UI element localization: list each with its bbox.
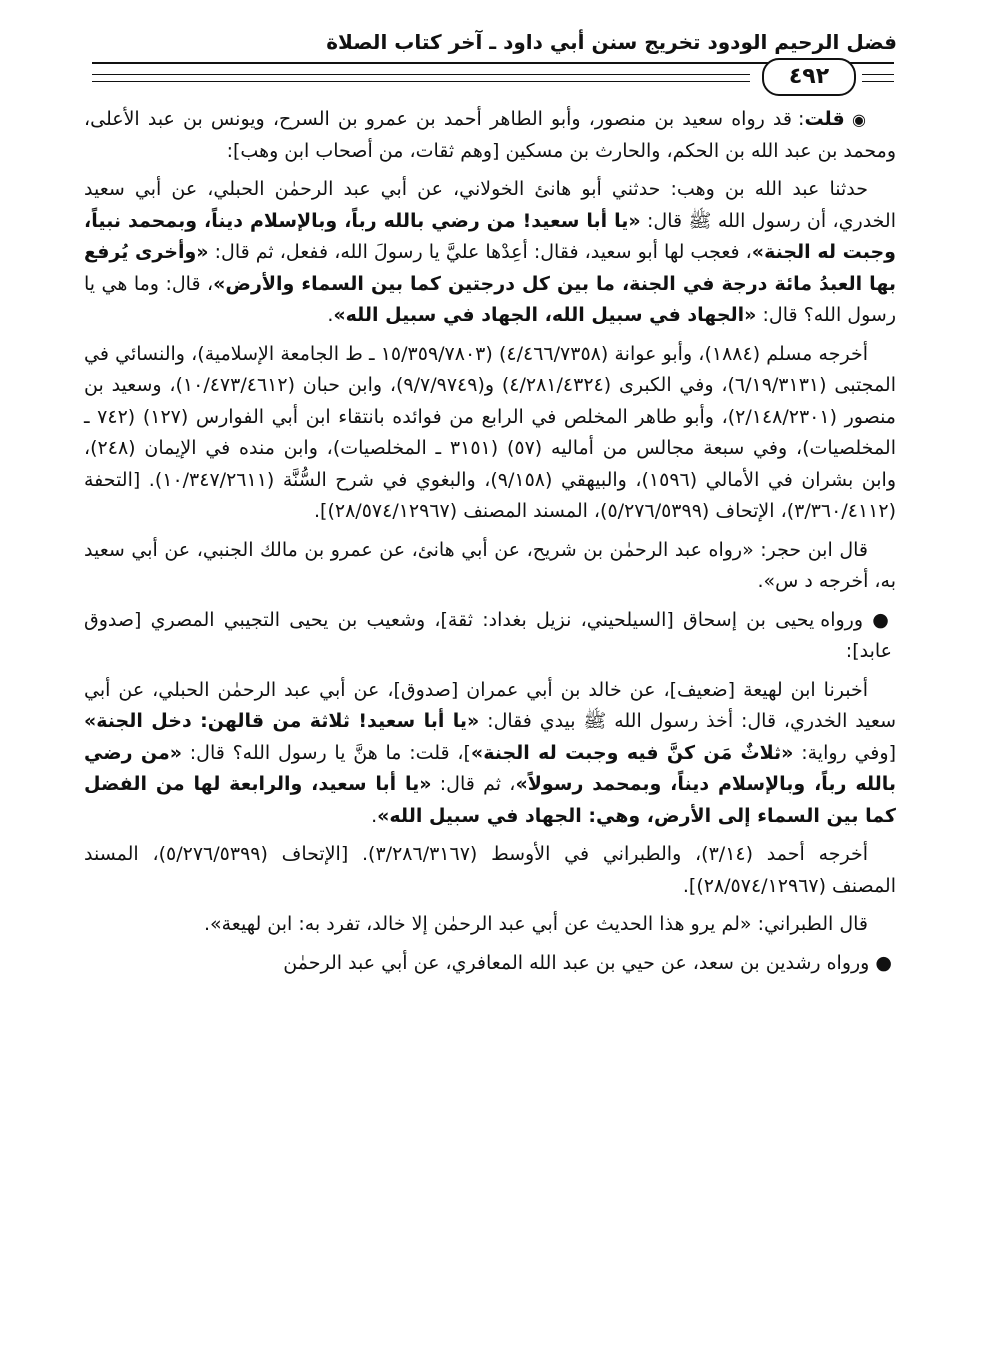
paragraph-5 bbox=[84, 605, 896, 668]
paragraph-7-takhrij: أخرجه أحمد (٣/١٤)، والطبراني في الأوسط (٣/٢٨٦/٣١٦٧). [الإتحاف (٥/٢٧٦/٥٣٩٩)، المسند المصنف (٢٨/٥٧٤/١٢٩٦٧)]. bbox=[84, 843, 896, 897]
paragraph-6-text-1: أخبرنا ابن لهيعة [ضعيف]، عن خالد بن أبي عمران [صدوق]، عن أبي عبد الرحمٰن الحبلي، عن أبي سعيد الخدري، قال: أخذ رسول الله ﷺ بيدي فقال: bbox=[84, 678, 896, 732]
paragraph-1-lead: قلت bbox=[804, 108, 845, 130]
paragraph-2-quote-3: «الجهاد في سبيل الله، الجهاد في سبيل الله» bbox=[333, 304, 757, 326]
paragraph-1-text: : قد رواه سعيد بن منصور، وأبو الطاهر أحمد بن عمرو بن السرح، ويونس بن عبد الأعلى، ومحمد بن عبد الله بن الحكم، والحارث بن مسكين [وهم ثقات، من أصحاب ابن وهب]: bbox=[84, 108, 896, 162]
paragraph-6-text-4: ، ثم قال: bbox=[431, 773, 516, 795]
bullet-icon: ● bbox=[872, 608, 892, 631]
paragraph-6-quote-4: «يا أبا سعيد، والرابعة لها من الفضل كما بين السماء إلى الأرض، وهي: الجهاد في سبيل الله» bbox=[84, 773, 896, 827]
running-header-title: فضل الرحيم الودود تخريج سنن أبي داود ـ آخر كتاب الصلاة bbox=[326, 30, 897, 54]
paragraph-6 bbox=[84, 675, 896, 833]
paragraph-2-text-2: ، فعجب لها أبو سعيد، فقال: أعِدْها عليَّ يا رسولَ الله، ففعل، ثم قال: bbox=[208, 241, 752, 263]
paragraph-9-text: ورواه رشدين بن سعد، عن حيي بن عبد الله المعافري، عن أبي عبد الرحمٰن bbox=[283, 951, 870, 974]
paragraph-1 bbox=[84, 104, 896, 167]
bullet-icon: ● bbox=[875, 951, 892, 974]
paragraph-2-text-1: حدثنا عبد الله بن وهب: حدثني أبو هانئ الخولاني، عن أبي عبد الرحمٰن الحبلي، عن أبي سعيد الخدري، أن رسول الله ﷺ قال: bbox=[84, 178, 896, 232]
paragraph-8-tabarani: قال الطبراني: «لم يرو هذا الحديث عن أبي عبد الرحمٰن إلا خالد، تفرد به: ابن لهيعة». bbox=[203, 913, 868, 935]
page-number: ٤٩٢ bbox=[762, 58, 856, 96]
paragraph-2-text-4: . bbox=[327, 304, 334, 326]
paragraph-3-takhrij: أخرجه مسلم (١٨٨٤)، وأبو عوانة (٤/٤٦٦/٧٣٥٨) (١٥/٣٥٩/٧٨٠٣ ـ ط الجامعة الإسلامية)، والنسائي في المجتبى (٦/١٩/٣١٣١)، وفي الكبرى (٤/٢٨١/٤٣٢٤) و(٩/٧/٩٧٤٩)، وابن حبان (١٠/٤٧٣/٤٦١٢)، وسعيد بن منصور (٢/١٤٨/٢٣٠١)، وأبو طاهر المخلص في الرابع من فوائده بانتقاء ابن أبي الفوارس (١٢٧) (٧٤٢ ـ المخلصيات)، وفي سبعة مجالس من أماليه (٥٧) (٣١٥١ ـ المخلصيات)، وابن منده في الإيمان (٢٤٨)، وابن بشران في الأمالي (١٥٩٦)، والبيهقي (٩/١٥٨)، والبغوي في شرح السُّنَّة (١٠/٣٤٧/٢٦١١). [التحفة (٣/٣٦٠/٤١١٢)، الإتحاف (٥/٢٧٦/٥٣٩٩)، المسند المصنف (٢٨/٥٧٤/١٢٩٦٧)]. bbox=[84, 342, 896, 522]
paragraph-9 bbox=[84, 948, 896, 980]
paragraph-6-quote-1: «يا أبا سعيد! ثلاثة من قالهن: دخل الجنة» bbox=[84, 710, 480, 732]
paragraph-6-text-2: [وفي رواية: bbox=[793, 741, 896, 764]
header-double-rule-right bbox=[862, 74, 894, 82]
paragraph-2-text-3: ، قال: وما هي يا رسول الله؟ قال: bbox=[84, 272, 896, 326]
paragraph-2-quote-2: «وأخرى يُرفع بها العبدُ مائة درجة في الجنة، ما بين كل درجتين كما بين السماء والأرض» bbox=[84, 241, 896, 295]
paragraph-2-quote-1: «يا أبا سعيد! من رضي بالله رباً، وبالإسلام ديناً، وبمحمد نبياً، وجبت له الجنة» bbox=[84, 209, 896, 263]
header-double-rule-left bbox=[92, 74, 750, 82]
paragraph-6-quote-2: «ثلاثٌ مَن كنَّ فيه وجبت له الجنة» bbox=[470, 741, 794, 764]
paragraph-5-text: ورواه يحيى بن إسحاق [السيلحيني، نزيل بغداد: ثقة]، وشعيب بن يحيى التجيبي المصري [صدوق عابد]: bbox=[84, 608, 892, 662]
paragraph-6-quote-3: «من رضي بالله رباً، وبالإسلام ديناً، وبمحمد رسولاً» bbox=[84, 741, 896, 795]
paragraph-6-text-3: ]، قلت: ما هنَّ يا رسول الله؟ قال: bbox=[181, 741, 471, 764]
paragraph-marker-icon: ◉ bbox=[844, 110, 869, 129]
page-body bbox=[84, 104, 896, 986]
paragraph-2 bbox=[84, 174, 896, 332]
paragraph-4-ibn-hajar: قال ابن حجر: «رواه عبد الرحمٰن بن شريح، عن أبي هانئ، عن عمرو بن مالك الجنبي، عن أبي سعيد به، أخرجه د س». bbox=[84, 538, 896, 592]
paragraph-6-text-5: . bbox=[371, 804, 378, 827]
